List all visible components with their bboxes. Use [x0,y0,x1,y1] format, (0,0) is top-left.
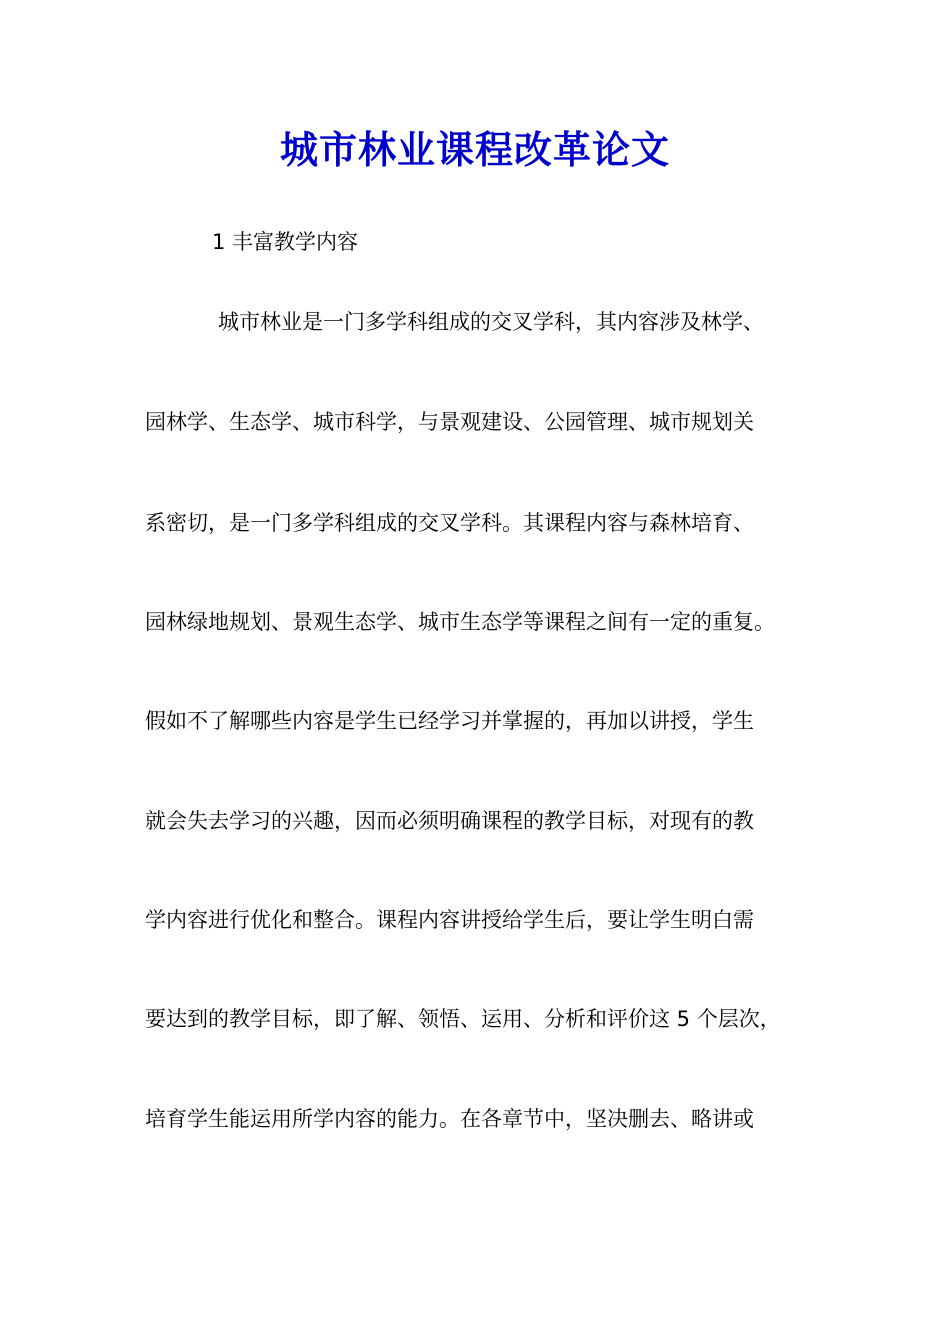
paragraph-line-4: 园林绿地规划、景观生态学、城市生态学等课程之间有一定的重复。 [145,610,775,634]
section-heading: 1 丰富教学内容 [212,230,359,254]
paragraph-line-3: 系密切，是一门多学科组成的交叉学科。其课程内容与森林培育、 [145,511,754,535]
page-title: 城市林业课程改革论文 [279,128,670,172]
paragraph-line-1: 城市林业是一门多学科组成的交叉学科，其内容涉及林学、 [218,310,764,334]
paragraph-line-6: 就会失去学习的兴趣，因而必须明确课程的教学目标，对现有的教 [145,809,754,833]
paragraph-line-5: 假如不了解哪些内容是学生已经学习并掌握的，再加以讲授，学生 [145,709,754,733]
paragraph-line-8: 要达到的教学目标，即了解、领悟、运用、分析和评价这 5 个层次， [145,1007,781,1031]
paragraph-line-2: 园林学、生态学、城市科学，与景观建设、公园管理、城市规划关 [145,410,754,434]
paragraph-line-7: 学内容进行优化和整合。课程内容讲授给学生后，要让学生明白需 [145,908,754,932]
paragraph-line-9: 培育学生能运用所学内容的能力。在各章节中，坚决删去、略讲或 [145,1107,754,1131]
